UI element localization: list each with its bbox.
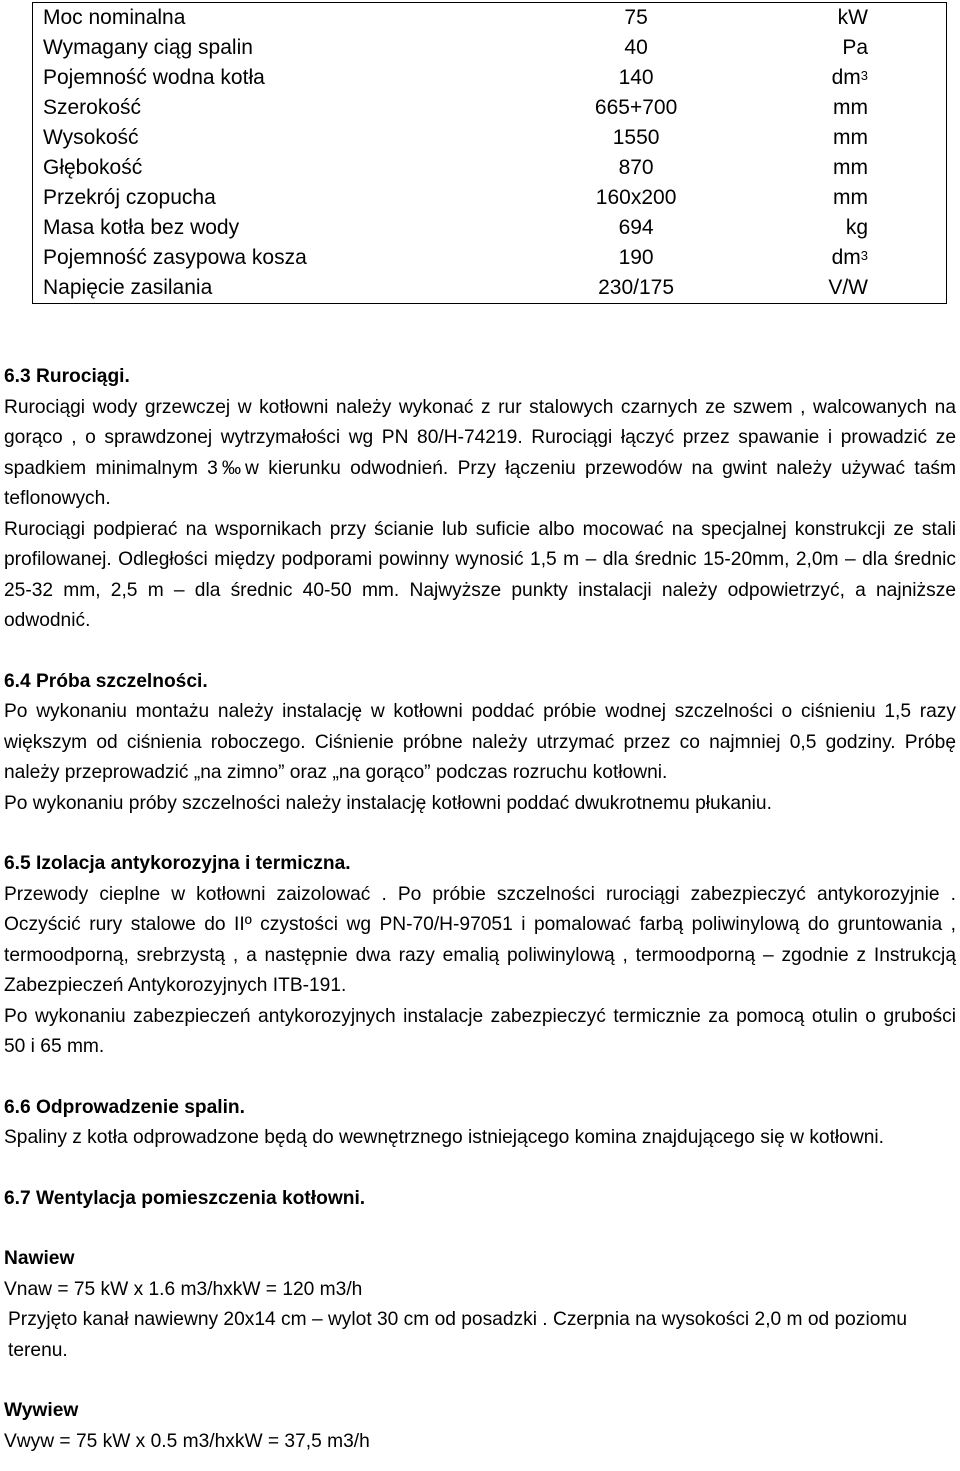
section-6-5-paragraph-1: Przewody cieplne w kotłowni zaizolować . Po próbie szczelności rurociągi zabezpieczyć antykorozyjnie . Oczyścić rury stalowe do IIº czystości wg PN-70/H-97051 i pomalować farbą poliwinylową do gruntowania , termoodporną, srebrzystą , a następnie dwa razy emalią poliwinylową , termoodporną – zgodnie z Instrukcją Zabezpieczeń Antykorozyjnych ITB-191. [4, 883, 956, 996]
spec-row [33, 153, 947, 183]
document-body [4, 362, 956, 1457]
spec-unit-text: mm [833, 156, 868, 179]
spec-unit [750, 213, 946, 243]
spec-unit-text: kW [837, 6, 868, 29]
section-6-3-paragraph-2: Rurociągi podpierać na wspornikach przy ścianie lub suficie albo mocować na specjalnej konstrukcji ze stali profilowanej. Odległości między podporami powinny wynosić 1,5 m – dla średnic 15-20mm, 2,0m – dla średnic 25-32 mm, 2,5 m – dla średnic 40-50 mm. Najwyższe punkty instalacji należy odpowietrzyć, a najniższe odwodnić. [4, 518, 956, 631]
spec-unit [750, 243, 946, 273]
section-6-4-paragraph-1: Po wykonaniu montażu należy instalację w kotłowni poddać próbie wodnej szczelności o ciśnieniu 1,5 razy większym od ciśnienia roboczego. Ciśnienie próbne należy utrzymać przez co najmniej 0,5 godziny. Próbę należy przeprowadzić „na zimno” oraz „na gorąco” podczas rozruchu kotłowni. [4, 701, 956, 783]
spec-value: 140 [618, 66, 654, 89]
wywiew-heading: Wywiew [4, 1400, 79, 1421]
spec-unit [750, 123, 946, 153]
spec-unit [750, 273, 946, 304]
spec-unit-text: mm [833, 186, 868, 209]
spec-unit-text: Pa [842, 36, 868, 59]
spec-unit-text: V/W [828, 276, 868, 299]
spec-unit-text: kg [845, 216, 868, 239]
spec-unit-text: mm [833, 126, 868, 149]
section-6-5-heading: 6.5 Izolacja antykorozyjna i termiczna. [4, 853, 351, 874]
spec-value: 694 [618, 216, 654, 239]
spec-row [33, 33, 947, 63]
spec-unit-superscript: 3 [860, 68, 868, 83]
section-6-5-paragraph-2: Po wykonaniu zabezpieczeń antykorozyjnych instalacje zabezpieczyć termicznie za pomocą otulin o grubości 50 i 65 mm. [4, 1005, 956, 1057]
spec-unit [750, 153, 946, 183]
spec-row [33, 183, 947, 213]
spec-row [33, 3, 947, 34]
spec-unit-text: mm [833, 96, 868, 119]
spec-value: 160x200 [595, 186, 677, 209]
spec-name: Pojemność zasypowa kosza [43, 246, 307, 269]
spec-row [33, 243, 947, 273]
spec-name: Przekrój czopucha [43, 186, 216, 209]
spec-row [33, 273, 947, 304]
section-6-3-paragraph-1: Rurociągi wody grzewczej w kotłowni należy wykonać z rur stalowych czarnych ze szwem , walcowanych na gorąco , o sprawdzonej wytrzymałości wg PN 80/H-74219. Rurociągi łączyć przez spawanie i prowadzić ze spadkiem minimalnym 3‰w kierunku odwodnień. Przy łączeniu przewodów na gwint należy używać taśm teflonowych. [4, 396, 956, 509]
section-6-3-heading: 6.3 Rurociągi. [4, 366, 130, 387]
nawiew-formula: Vnaw = 75 kW x 1.6 m3/hxkW = 120 m3/h [4, 1278, 363, 1300]
section-6-4-heading: 6.4 Próba szczelności. [4, 670, 208, 692]
spec-unit-superscript: 3 [860, 248, 868, 263]
section-6-6-paragraph-1: Spaliny z kotła odprowadzone będą do wewnętrznego istniejącego komina znajdującego się w kotłowni. [4, 1127, 884, 1148]
spec-value: 1550 [612, 126, 660, 149]
wywiew-formula: Vwyw = 75 kW x 0.5 m3/hxkW = 37,5 m3/h [4, 1430, 370, 1452]
nawiew-heading: Nawiew [4, 1248, 75, 1269]
spec-value: 870 [618, 156, 654, 179]
spec-unit [750, 183, 946, 213]
spec-name: Napięcie zasilania [43, 276, 213, 299]
section-6-6-heading: 6.6 Odprowadzenie spalin. [4, 1096, 245, 1118]
spec-unit [750, 33, 946, 63]
spec-value: 75 [624, 6, 648, 29]
spec-row [33, 93, 947, 123]
spec-name: Moc nominalna [43, 6, 186, 29]
nawiew-text: Przyjęto kanał nawiewny 20x14 cm – wylot 30 cm od posadzki . Czerpnia na wysokości 2,0 m od poziomu terenu. [8, 1309, 908, 1361]
spec-name: Wymagany ciąg spalin [43, 36, 253, 59]
spec-name: Szerokość [43, 96, 142, 119]
spec-name: Masa kotła bez wody [43, 216, 240, 239]
spec-row [33, 213, 947, 243]
section-6-4-paragraph-2: Po wykonaniu próby szczelności należy instalację kotłowni poddać dwukrotnemu płukaniu. [4, 792, 772, 814]
spec-table [32, 2, 947, 304]
spec-table-body [33, 3, 947, 304]
spec-unit-text: dm [831, 66, 861, 89]
spec-value: 40 [624, 36, 648, 59]
spec-row [33, 63, 947, 93]
spec-unit [750, 63, 946, 93]
spec-row [33, 123, 947, 153]
spec-unit-text: dm [831, 246, 861, 269]
spec-value: 665+700 [594, 96, 678, 119]
spec-unit [750, 3, 946, 34]
spec-unit [750, 93, 946, 123]
spec-value: 230/175 [598, 276, 675, 299]
section-6-7-heading: 6.7 Wentylacja pomieszczenia kotłowni. [4, 1187, 366, 1209]
spec-name: Pojemność wodna kotła [43, 66, 265, 89]
spec-name: Głębokość [43, 156, 143, 179]
spec-name: Wysokość [43, 126, 139, 149]
spec-value: 190 [618, 246, 654, 269]
